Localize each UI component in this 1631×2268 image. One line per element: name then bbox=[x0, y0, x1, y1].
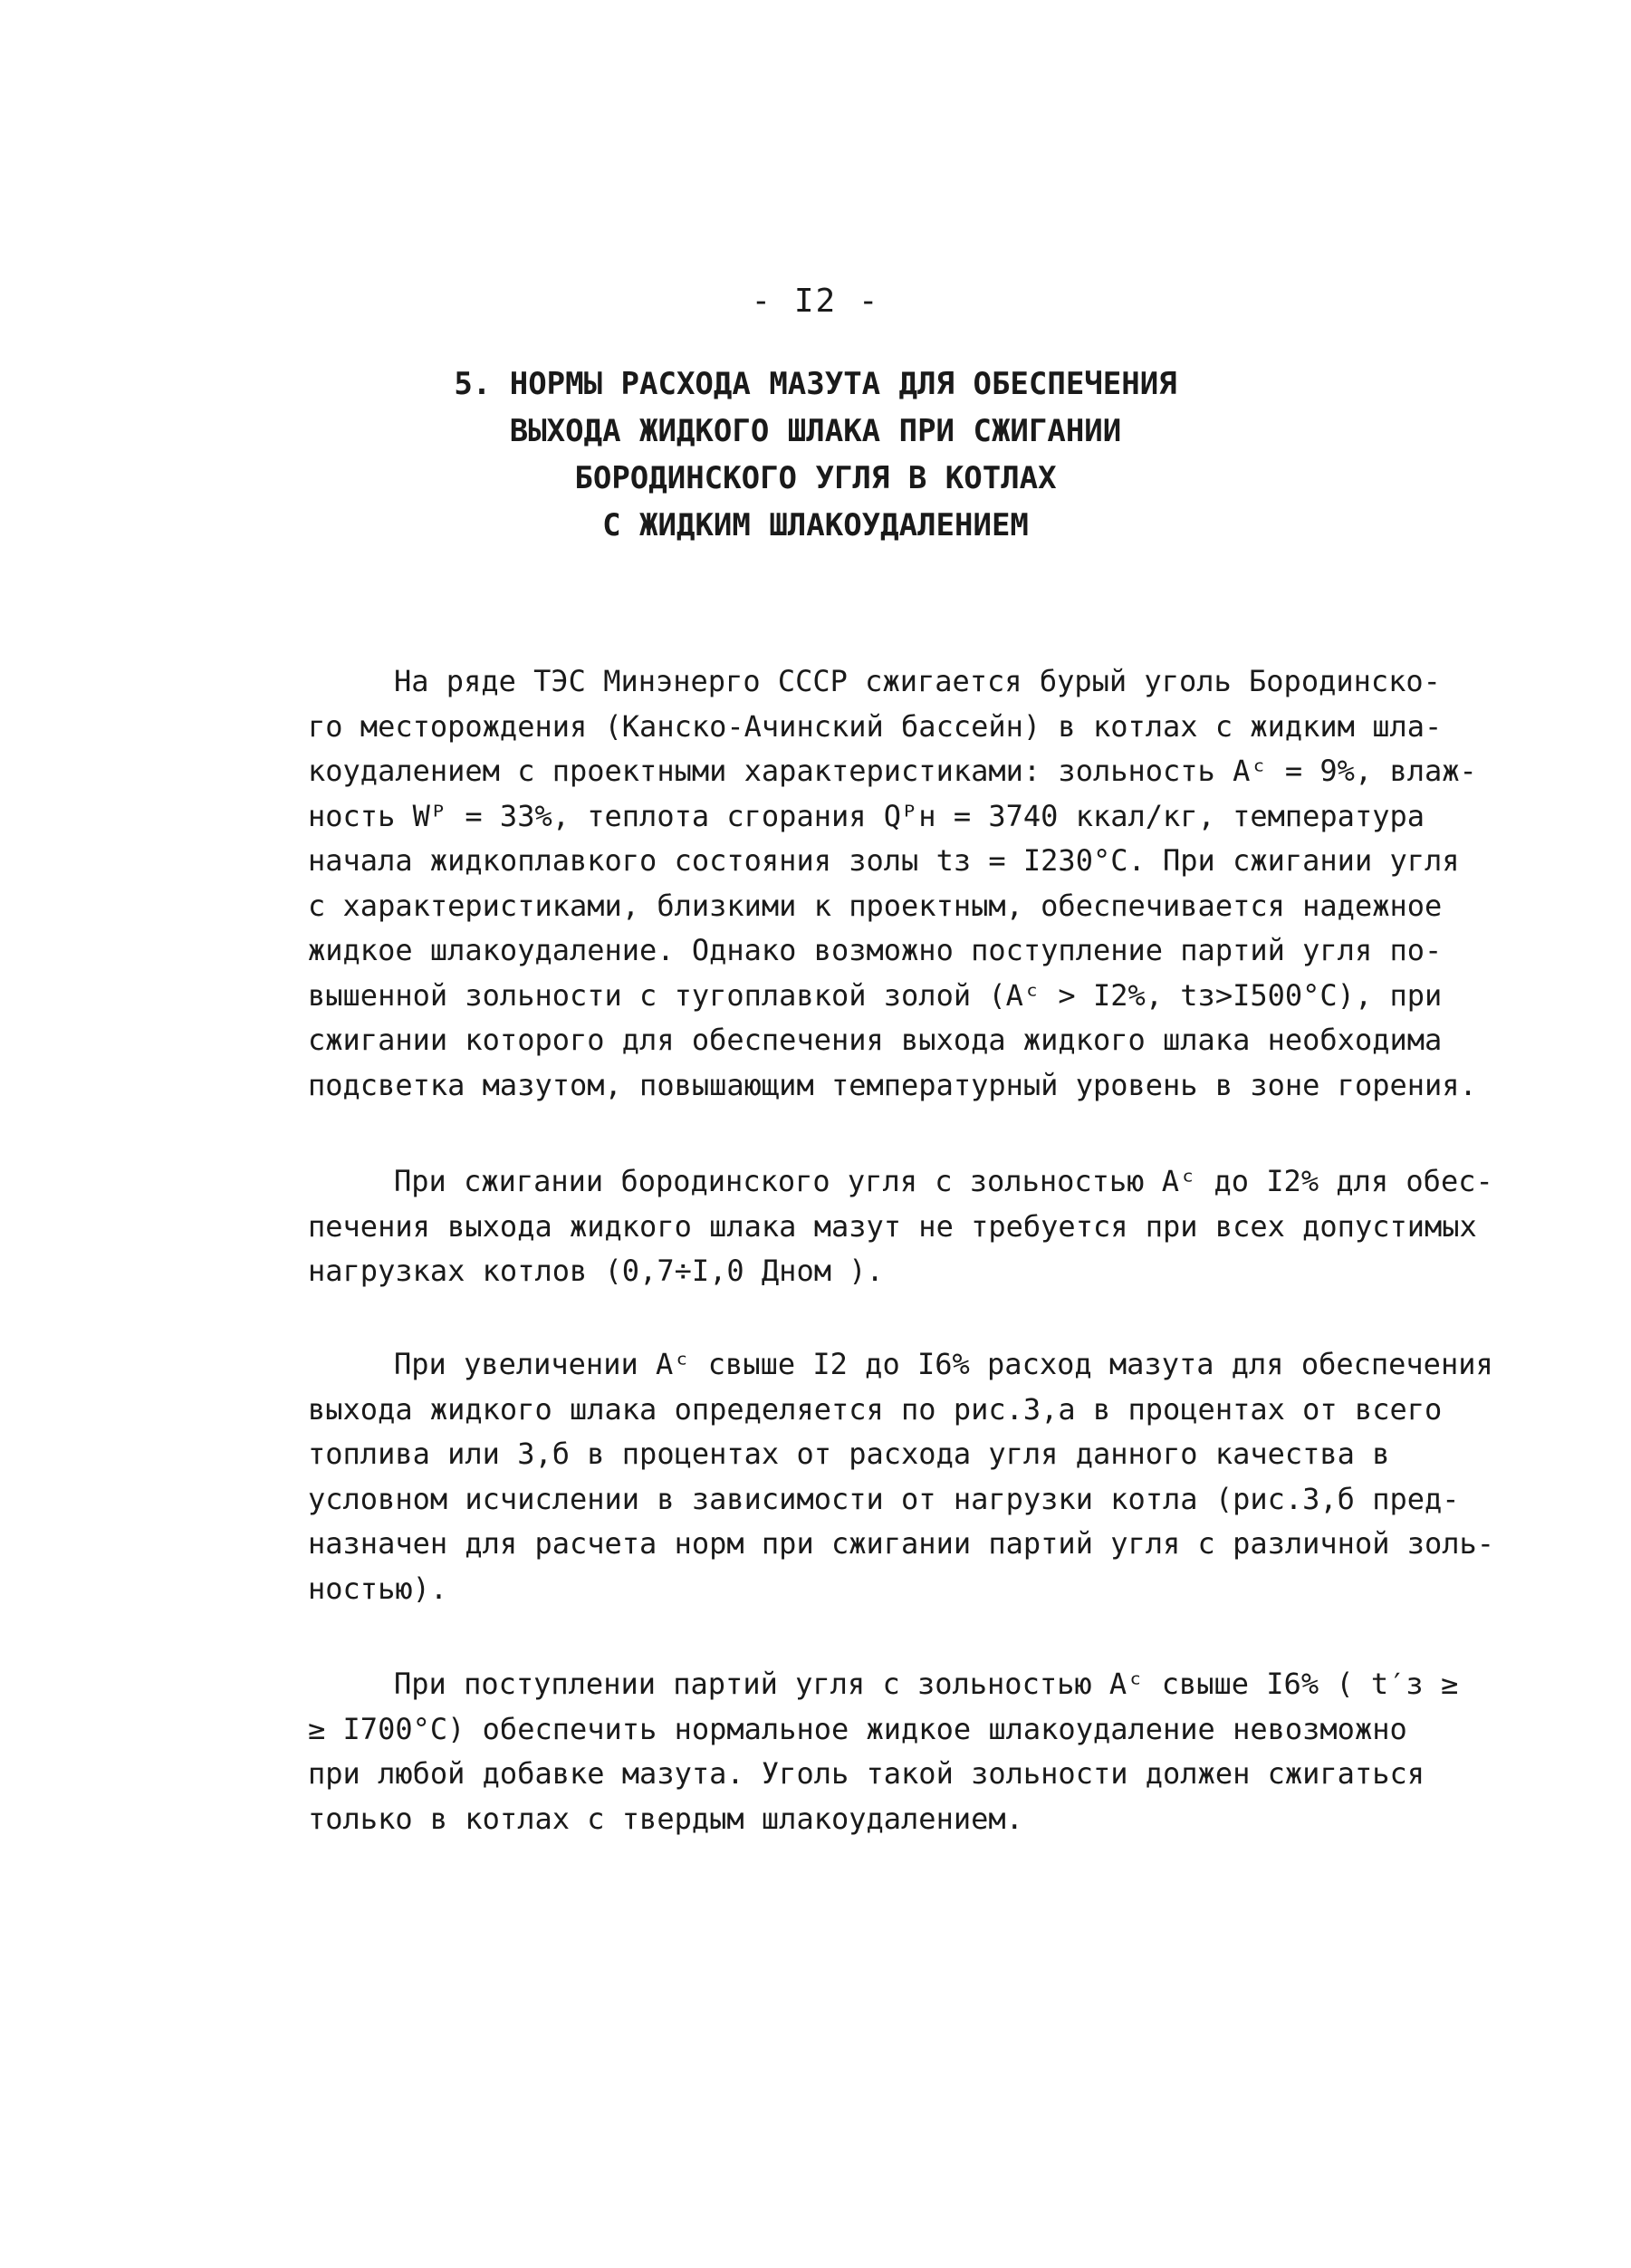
paragraph-line: начала жидкоплавкого состояния золы tз = I230°С. При сжигании угля bbox=[308, 843, 1460, 878]
paragraph-line: топлива или 3,б в процентах от расхода угля данного качества в bbox=[308, 1437, 1390, 1471]
paragraph-line: условном исчислении в зависимости от нагрузки котла (рис.3,б пред- bbox=[308, 1481, 1460, 1516]
paragraph-line: При сжигании бородинского угля с зольностью Aᶜ до I2% для обес- bbox=[394, 1164, 1493, 1198]
paragraph-line: го месторождения (Канско-Ачинский бассейн) в котлах с жидким шла- bbox=[308, 708, 1443, 744]
paragraph-line: ностью). bbox=[308, 1571, 448, 1606]
paragraph-line: только в котлах с твердым шлакоудалением. bbox=[308, 1801, 1023, 1836]
paragraph-line: сжигании которого для обеспечения выхода жидкого шлака необходима bbox=[308, 1023, 1443, 1057]
section-heading bbox=[0, 360, 1631, 549]
paragraph-line: назначен для расчета норм при сжигании партий угля с различной золь- bbox=[308, 1526, 1495, 1561]
paragraph-1 bbox=[308, 659, 1558, 1108]
paragraph-3 bbox=[308, 1342, 1558, 1611]
heading-line: С ЖИДКИМ ШЛАКОУДАЛЕНИЕМ bbox=[602, 507, 1029, 543]
paragraph-line: печения выхода жидкого шлака мазут не требуется при всех допустимых bbox=[308, 1208, 1477, 1244]
paragraph-line: с характеристиками, близкими к проектным, обеспечивается надежное bbox=[308, 888, 1443, 923]
paragraph-line: При поступлении партий угля с зольностью Aᶜ свыше I6% ( t′з ≥ bbox=[394, 1667, 1459, 1701]
paragraph-line: ность Wᴾ = 33%, теплота сгорания Qᴾн = 3740 ккал/кг, температура bbox=[308, 798, 1425, 833]
paragraph-line: На ряде ТЭС Минэнерго СССР сжигается бурый уголь Бородинско- bbox=[394, 664, 1441, 698]
paragraph-4 bbox=[308, 1662, 1558, 1841]
paragraph-line: подсветка мазутом, повышающим температурный уровень в зоне горения. bbox=[308, 1067, 1477, 1102]
paragraph-line: коудалением с проектными характеристиками: зольность Aᶜ = 9%, влаж- bbox=[308, 754, 1477, 788]
paragraph-line: жидкое шлакоудаление. Однако возможно поступление партий угля по- bbox=[308, 933, 1443, 967]
paragraph-line: нагрузках котлов (0,7÷I,0 Дном ). bbox=[308, 1254, 884, 1288]
paragraph-line: выхода жидкого шлака определяется по рис.3,а в процентах от всего bbox=[308, 1391, 1443, 1427]
heading-line: БОРОДИНСКОГО УГЛЯ В КОТЛАХ bbox=[574, 460, 1057, 496]
heading-line: 5. НОРМЫ РАСХОДА МАЗУТА ДЛЯ ОБЕСПЕЧЕНИЯ bbox=[454, 366, 1177, 402]
paragraph-line: вышенной зольности с тугоплавкой золой (Aᶜ > I2%, tз>I500°С), при bbox=[308, 977, 1443, 1013]
paragraph-line: ≥ I700°С) обеспечить нормальное жидкое шлакоудаление невозможно bbox=[308, 1711, 1407, 1746]
paragraph-2 bbox=[308, 1159, 1558, 1294]
heading-line: ВЫХОДА ЖИДКОГО ШЛАКА ПРИ СЖИГАНИИ bbox=[509, 413, 1122, 449]
paragraph-line: При увеличении Aᶜ свыше I2 до I6% расход мазута для обеспечения bbox=[394, 1347, 1493, 1381]
paragraph-line: при любой добавке мазута. Уголь такой зольности должен сжигаться bbox=[308, 1756, 1425, 1791]
page-number: - I2 - bbox=[751, 283, 880, 320]
